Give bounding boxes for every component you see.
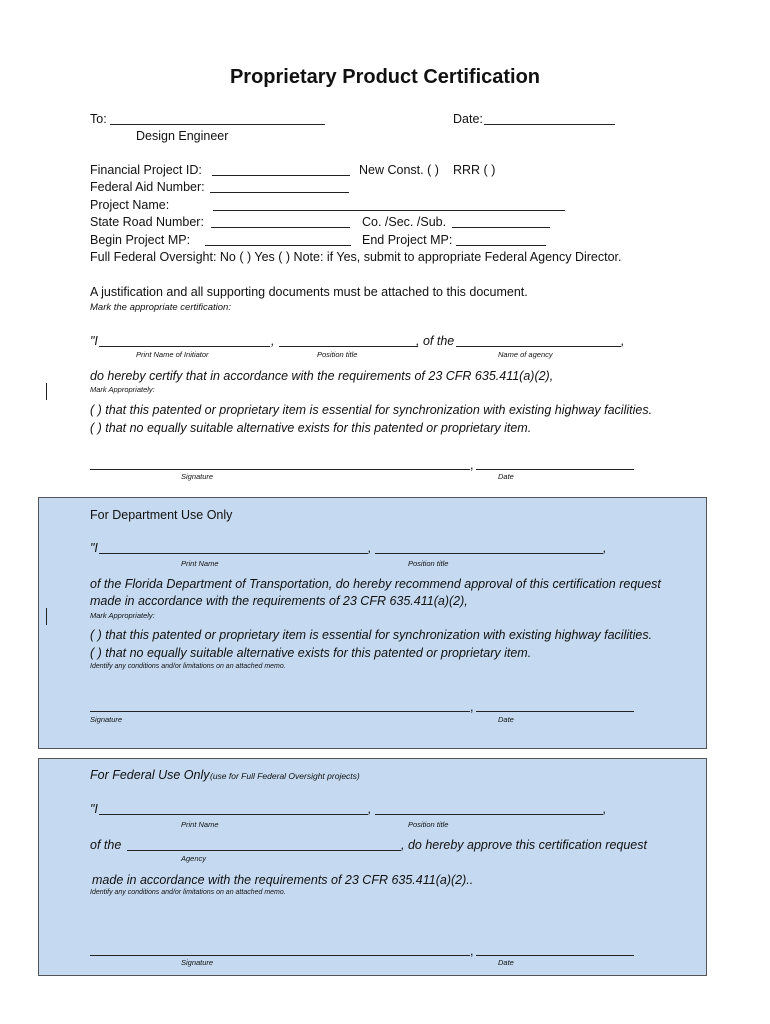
federal-comma: , [368,802,372,816]
initiator-mark-appropriately: Mark Appropriately: [90,385,155,394]
initiator-name-caption: Print Name of Initiator [136,350,209,359]
rrr-checkbox[interactable]: RRR ( ) [453,163,496,177]
initiator-comma: , [271,334,275,348]
full-federal-oversight-line[interactable]: Full Federal Oversight: No ( ) Yes ( ) Note: if Yes, submit to appropriate Federal Agency Director. [90,250,622,264]
federal-aid-number-label: Federal Aid Number: [90,180,205,194]
initiator-option-no-alternative[interactable]: ( ) that no equally suitable alternative exists for this patented or proprietary item. [90,421,532,435]
department-end-comma: , [603,541,607,555]
initiator-signature-field[interactable] [90,469,470,470]
department-date-field[interactable] [476,711,634,712]
department-mark-appropriately: Mark Appropriately: [90,611,155,620]
federal-end-comma: , [603,802,607,816]
department-date-caption: Date [498,715,514,724]
department-position-caption: Position title [408,559,449,568]
text-cursor [46,383,47,400]
department-signature-field[interactable] [90,711,470,712]
department-comma: , [368,541,372,555]
federal-signature-field[interactable] [90,955,470,956]
co-sec-sub-label: Co. /Sec. /Sub. [362,215,447,229]
department-quote-i: "I [90,541,98,555]
state-road-number-label: State Road Number: [90,215,204,229]
project-name-label: Project Name: [90,198,170,212]
initiator-date-field[interactable] [476,469,634,470]
federal-position-field[interactable] [375,814,603,815]
federal-date-caption: Date [498,958,514,967]
to-sublabel: Design Engineer [136,129,229,143]
federal-heading-note: (use for Full Federal Oversight projects) [210,771,360,781]
initiator-position-caption: Position title [317,350,358,359]
federal-made-in-text: made in accordance with the requirements of 23 CFR 635.411(a)(2).. [92,873,474,887]
date-label: Date: [453,112,483,126]
end-project-mp-label: End Project MP: [362,233,453,247]
federal-sig-comma: , [470,944,474,958]
begin-project-mp-field[interactable] [205,245,351,246]
department-position-field[interactable] [375,553,603,554]
justification-note: A justification and all supporting documents must be attached to this document. [90,285,528,299]
federal-aid-number-field[interactable] [210,192,349,193]
initiator-position-field[interactable] [279,346,418,347]
department-recommend-line2: made in accordance with the requirements of 23 CFR 635.411(a)(2), [90,594,468,608]
text-cursor-2 [46,608,47,625]
federal-conditions-note: Identify any conditions and/or limitations on an attached memo. [90,889,286,896]
federal-position-caption: Position title [408,820,449,829]
federal-heading: For Federal Use Only [90,768,210,782]
federal-use-section [38,758,707,976]
federal-name-field[interactable] [99,814,368,815]
federal-agency-caption: Agency [181,854,207,863]
to-field[interactable] [110,124,325,125]
financial-project-id-field[interactable] [212,175,350,176]
initiator-agency-field[interactable] [456,346,621,347]
page-title: Proprietary Product Certification [229,66,541,88]
initiator-agency-caption: Name of agency [498,350,553,359]
department-option-synchronization[interactable]: ( ) that this patented or proprietary item is essential for synchronization with existing highway facilities. [90,628,653,642]
federal-signature-caption: Signature [181,958,214,967]
department-name-caption: Print Name [181,559,219,568]
initiator-certify-text: do hereby certify that in accordance with the requirements of 23 CFR 635.411(a)(2), [90,369,554,383]
department-signature-caption: Signature [90,715,123,724]
co-sec-sub-field[interactable] [452,227,550,228]
financial-project-id-label: Financial Project ID: [90,163,202,177]
mark-certification-note: Mark the appropriate certification: [90,302,231,313]
federal-date-field[interactable] [476,955,634,956]
department-sig-comma: , [470,700,474,714]
date-field[interactable] [484,124,615,125]
department-heading: For Department Use Only [90,508,233,522]
state-road-number-field[interactable] [211,227,350,228]
begin-project-mp-label: Begin Project MP: [90,233,191,247]
end-project-mp-field[interactable] [456,245,546,246]
initiator-sig-comma: , [470,458,474,472]
project-name-field[interactable] [213,210,565,211]
federal-of-the: of the [90,838,122,852]
initiator-quote-i: "I [90,334,98,348]
initiator-name-field[interactable] [99,346,270,347]
initiator-end-comma: , [621,334,625,348]
new-const-checkbox[interactable]: New Const. ( ) [359,163,439,177]
federal-name-caption: Print Name [181,820,219,829]
federal-quote-i: "I [90,802,98,816]
department-option-no-alternative[interactable]: ( ) that no equally suitable alternative exists for this patented or proprietary item. [90,646,532,660]
department-conditions-note: Identify any conditions and/or limitations on an attached memo. [90,663,286,670]
to-label: To: [90,112,107,126]
initiator-date-caption: Date [498,472,514,481]
federal-agency-field[interactable] [127,850,401,851]
department-name-field[interactable] [99,553,368,554]
initiator-of-the: , of the [416,334,455,348]
department-recommend-line1: of the Florida Department of Transportation, do hereby recommend approval of this certification request [90,577,661,591]
initiator-signature-caption: Signature [181,472,214,481]
initiator-option-synchronization[interactable]: ( ) that this patented or proprietary item is essential for synchronization with existing highway facilities. [90,403,653,417]
federal-approve-text: , do hereby approve this certification request [401,838,647,852]
